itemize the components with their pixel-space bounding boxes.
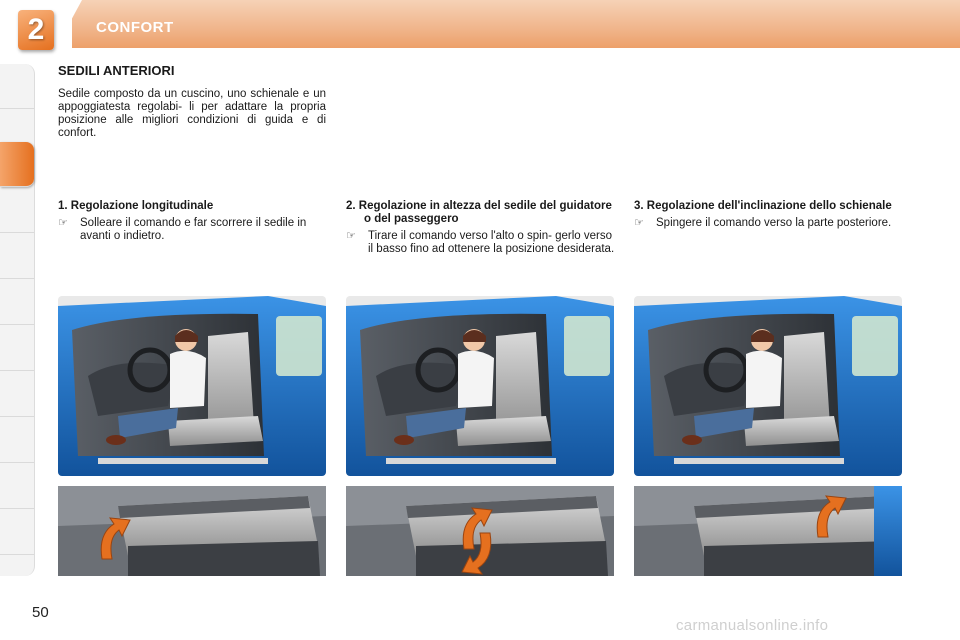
chapter-tab[interactable]: [0, 510, 34, 555]
chapter-tab[interactable]: [0, 64, 34, 109]
chapter-tab[interactable]: [0, 418, 34, 463]
step-text: Tirare il comando verso l'alto o spin- gerlo verso il basso fino ad ottenere la posizione desiderata.: [368, 230, 615, 255]
step-text: Solleare il comando e far scorrere il sedile in avanti o indietro.: [80, 217, 307, 242]
car-illustration-3: [634, 296, 902, 476]
step-instruction: [346, 230, 618, 256]
chapter-tab[interactable]: [0, 280, 34, 325]
chapter-tab-active[interactable]: [0, 142, 34, 187]
header-notch: [56, 0, 82, 48]
step-heading: 1. Regolazione longitudinale: [58, 200, 214, 212]
pointing-hand-icon: ☞: [346, 230, 356, 242]
chapter-tab[interactable]: [0, 326, 34, 371]
section-title: SEDILI ANTERIORI: [58, 63, 175, 78]
car-illustration-2: [346, 296, 614, 476]
seat-closeup-3: [634, 486, 902, 576]
step-heading: 2. Regolazione in altezza del sedile del guidatore o del passeggero: [346, 200, 612, 225]
step-column-1: [58, 200, 330, 243]
section-intro: Sedile composto da un cuscino, uno schienale e un appoggiatesta regolabi- li per adattare la propria posizione alle migliori condizioni di guida e di confort.: [58, 88, 326, 139]
chapter-tab[interactable]: [0, 372, 34, 417]
chapter-tab[interactable]: [0, 464, 34, 509]
seat-closeup-2: [346, 486, 614, 576]
step-column-3: [634, 200, 906, 230]
seat-closeup-1: [58, 486, 326, 576]
pointing-hand-icon: ☞: [58, 217, 68, 229]
chapter-tab-strip: [0, 64, 35, 576]
chapter-number-badge: 2: [18, 10, 54, 50]
chapter-tab[interactable]: [0, 188, 34, 233]
chapter-tab[interactable]: [0, 234, 34, 279]
step-text: Spingere il comando verso la parte posteriore.: [656, 217, 892, 229]
watermark: carmanualsonline.info: [676, 617, 829, 634]
step-instruction: [58, 217, 330, 243]
step-column-2: [346, 200, 618, 256]
car-illustration-1: [58, 296, 326, 476]
step-heading: 3. Regolazione dell'inclinazione dello schienale: [634, 200, 892, 212]
pointing-hand-icon: ☞: [634, 217, 644, 229]
step-instruction: [634, 217, 906, 230]
page-number: 50: [32, 604, 49, 621]
chapter-title: CONFORT: [96, 19, 174, 36]
